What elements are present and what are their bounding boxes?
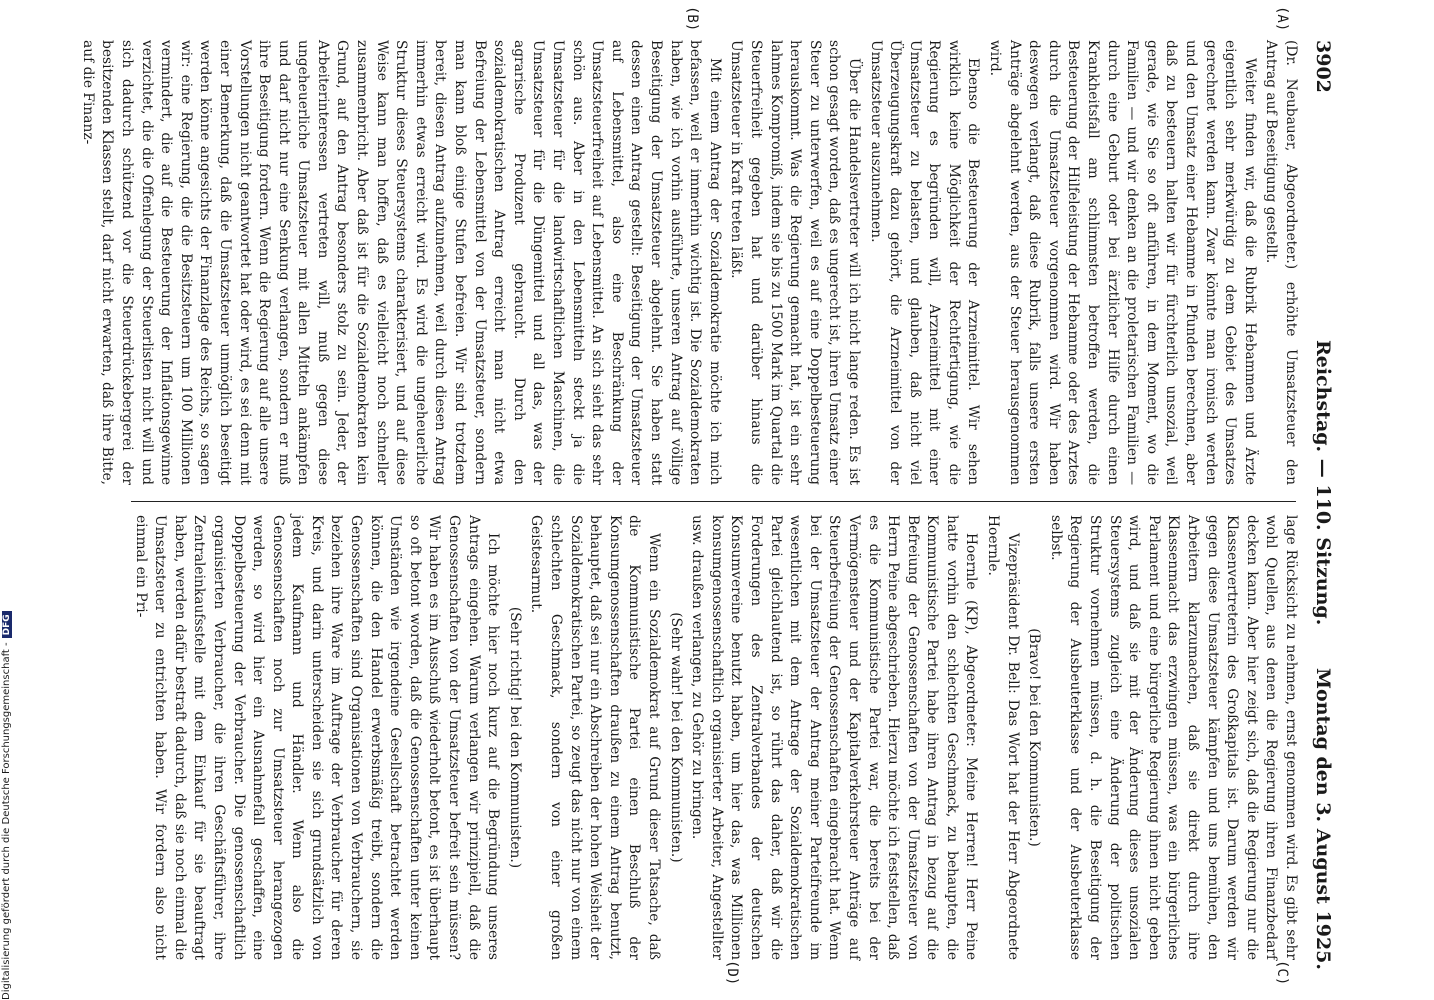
- session-title: Reichstag. — 110. Sitzung.: [1312, 340, 1334, 626]
- page-number: 3902: [1312, 40, 1334, 93]
- left-paragraph: Ebenso die Besteuerung der Arzneimittel. Wir sehen wirklich keine Möglichkeit der Rechtfertigung, wie die Regierung es begründen will, Arzneimittel mit einer Umsatzsteuer zu belasten, und glauben, daß nicht viel Überzeugungskraft dazu gehört, die Arzneimittel von der Umsatzsteuer auszunehmen.: [867, 40, 982, 485]
- session-date: Montag den 3. August 1925.: [1312, 668, 1334, 970]
- margin-mark-c: (C): [1274, 960, 1290, 986]
- left-paragraph: Über die Handelsvertreter will ich nicht lange reden. Es ist schon gesagt worden, daß es ungerecht ist, ihren Umsatz einer Steuer zu unterwerfen, weil es auf eine Doppelbesteuerung herauskommt. Was die Regierung gemacht hat, ist ein sehr lahmes Kompromiß, indem sie bis zu 1500 Mark im Quartal die Steuerfreiheit gegeben hat und darüber hinaus die Umsatzsteuer in Kraft treten läßt.: [728, 40, 862, 485]
- left-paragraph: Mit einem Antrag der Sozialdemokratie möchte ich mich befassen, weil er immerhin wichtig ist. Die Sozialdemokraten haben, wie ich vorhin ausführte, unseren Antrag auf völlige Beseitigung der Umsatzsteuer abgelehnt. Sie haben statt dessen einen Antrag gestellt: Beseitigung der Umsatzsteuer auf Lebensmittel, also eine Beschränkung der Umsatzsteuerfreiheit auf Lebensmittel. An sich sieht das sehr schön aus. Aber in den Lebensmitteln steckt ja die Umsatzsteuer für die landwirtschaftlichen Maschinen, die Umsatzsteuer für die Düngemittel und all das, was der agrarische Produzent gebraucht. Durch den sozialdemokratischen Antrag erreicht man nicht etwa Befreiung der Lebensmittel von der Umsatzsteuer, sondern man kann bloß einige Stufen befreien. Wir sind trotzdem bereit, diesen Antrag aufzunehmen, weil durch diesen Antrag immerhin etwas erreicht wird. Es wird die ungeheuerliche Struktur dieses Steuersystems charakterisiert, und auf diese Weise kann man hoffen, daß es vielleicht noch schneller zusammenbricht. Aber daß ist für die Sozialdemokraten kein Grund, auf den Antrag besonders stolz zu sein. Jeder, der Arbeiterinteressen vertreten will, muß gegen diese ungeheuerliche Umsatzsteuer mit allen Mitteln ankämpfen und darf nicht nur eine Senkung verlangen, sondern er muß ihre Beseitigung fordern. Wenn die Regierung auf alle unsere Vorstellungen nicht geantwortet hat oder wird, es sei denn mit einer Bemerkung, daß die Umsatzsteuer unmöglich beseitigt werden könne angesichts der Finanzlage des Reichs, so sagen wir: eine Regierung, die die Besitzsteuern um 100 Millionen vermindert, die auf die Besteuerung der Inflationsgewinne verzichtet, die die Offenlegung der Steuerlisten nicht will und sich dadurch schützend vor die Steuerdrückebergerei der besitzenden Klassen stellt, darf nicht erwarten, daß ihre Bitte, auf die Finanz-: [79, 40, 723, 485]
- left-text-column: [79, 40, 1300, 485]
- rotated-page: [79, 6, 1340, 986]
- right-paragraph: Wenn ein Sozialdemokrat auf Grund dieser Tatsache, daß die Kommunistische Partei einen Beschluß der Konsumgenossenschaften draußen zu einem Antrag benutzt, behauptet, daß sei nur ein Abschreiben der hohen Weisheit der Sozialdemokratischen Partei, so zeugt das nicht nur von einem schlechten Geschmack, sondern von einer großen Geistesarmut.: [528, 515, 662, 960]
- footer-credit-text: Digitalisierung gefördert durch die Deutsche Forschungsgemeinschaft -: [1, 642, 12, 1000]
- page-header: [1304, 40, 1340, 970]
- margin-mark-a: (A): [1274, 6, 1290, 32]
- margin-mark-b: (B): [684, 6, 700, 32]
- left-paragraph: (Dr. Neubauer, Abgeordneter.) erhöhte Umsatzsteuer den Antrag auf Beseitigung gestellt.: [1263, 40, 1299, 485]
- dfg-logo: DFG: [2, 611, 12, 638]
- right-paragraph: Hoernle (KP), Abgeordneter: Meine Herren! Herr Peine hatte vorhin den schlechten Geschmack, zu behaupten, die Kommunistische Partei habe ihren Antrag in bezug auf die Befreiung der Genossenschaften von der Umsatzsteuer von Herrn Peine abgeschrieben. Hierzu möchte ich feststellen, daß es die Kommunistische Partei war, die bereits bei der Vermögensteuer und der Kapitalverkehrsteuer Anträge auf Steuerbefreiung der Genossenschaften eingebracht hat. Wenn bei der Umsatzsteuer der Antrag meiner Parteifreunde im wesentlichen mit dem Antrage der Sozialdemokratischen Partei gleichlautend ist, so rührt das daher, daß wir die Forderungen des Zentralverbandes der deutschen Konsumvereine benutzt haben, um hier das, was Millionen konsumgenossenschaftlich organisierter Arbeiter, Angestellter usw. draußen verlangen, zu Gehör zu bringen.: [689, 515, 980, 960]
- right-paragraph: (Bravo! bei den Kommunisten.): [1026, 628, 1043, 847]
- right-text-column: [125, 515, 1300, 960]
- right-paragraph: Ich möchte hier noch kurz auf die Begründung unseres Antrags eingehen. Warum verlangen wir prinzipiell, daß die Genossenschaften von der Umsatzsteuer befreit sein müssen? Wir haben es im Ausschuß wiederholt betont, es ist überhaupt so oft betont worden, daß die Genossenschaften unter keinen Umständen wie irgendeine Gesellschaft betrachtet werden können, die den Handel erwerbsmäßig treibt, sondern die Genossenschaften sind Organisationen von Verbrauchern, sie beziehen ihre Ware im Auftrage der Verbraucher für deren Kreis, und darin unterscheiden sie sich grundsätzlich von jedem Kaufmann und Händler. Wenn also die Genossenschaften noch zur Umsatzsteuer herangezogen werden, so wird hier ein Ausnahmefall geschaffen, eine Doppelbesteuerung der Verbraucher. Die genossenschaftlich organisierten Verbraucher, die ihren Geschäftsführer, ihre Zentraleinkaufsstelle mit dem Einkauf für sie beauftragt haben, werden dafür bestraft dadurch, daß sie noch einmal die Umsatzsteuer zu entrichten haben. Wir fordern also nicht einmal ein Pri-: [132, 515, 502, 960]
- footer-credit: [1, 600, 12, 1000]
- right-paragraph: (Sehr richtig! bei den Kommunisten.): [506, 606, 523, 869]
- margin-mark-d: (D): [724, 960, 740, 986]
- right-paragraph: Vizepräsident Dr. Bell: Das Wort hat der Herr Abgeordnete Hoernle.: [985, 515, 1021, 960]
- column-divider: [131, 501, 1296, 502]
- right-paragraph: (Sehr wahr! bei den Kommunisten.): [667, 612, 684, 863]
- left-paragraph: Weiter finden wir, daß die Rubrik Hebammen und Ärzte eigentlich sehr merkwürdig zu dem Gebiet des Umsatzes gerechnet werden kann. Zwar könnte man ironisch werden und den Umsatz einer Hebamme in Pfunden berechnen, aber daß zu besteuern halten wir für fürchterlich unsozial, weil gerade, wie Sie so oft anführen, in dem Moment, wo die Familien — und wir denken an die proletarischen Familien — durch eine Geburt oder bei ärztlicher Hilfe durch einen Krankheitsfall am schlimmsten betroffen werden, die Besteuerung der Hilfeleistung der Hebamme oder des Arztes durch die Umsatzsteuer vorgenommen wird. Wir haben deswegen verlangt, daß diese Rubrik, falls unsere ersten Anträge abgelehnt werden, aus der Steuer herausgenommen wird.: [987, 40, 1258, 485]
- right-paragraph: lage Rücksicht zu nehmen, ernst genommen wird. Es gibt sehr wohl Quellen, aus denen die Regierung ihren Finanzbedarf decken kann. Aber hier zeigt sich, daß die Regierung nur die Klassenvertreterin des Großkapitals ist. Darum werden wir gegen diese Umsatzsteuer kämpfen und uns bemühen, den Arbeitern klarzumachen, daß sie direkt durch ihre Klassenmacht das erzwingen müssen, was ein bürgerliches Parlament und eine bürgerliche Regierung ihnen nicht geben wird, und daß sie mit der Änderung dieses unsozialen Steuersystems zugleich eine Änderung der politischen Struktur vornehmen müssen, d. h. die Beseitigung der Regierung der Ausbeuterklasse und der Ausbeuterklasse selbst.: [1047, 515, 1299, 960]
